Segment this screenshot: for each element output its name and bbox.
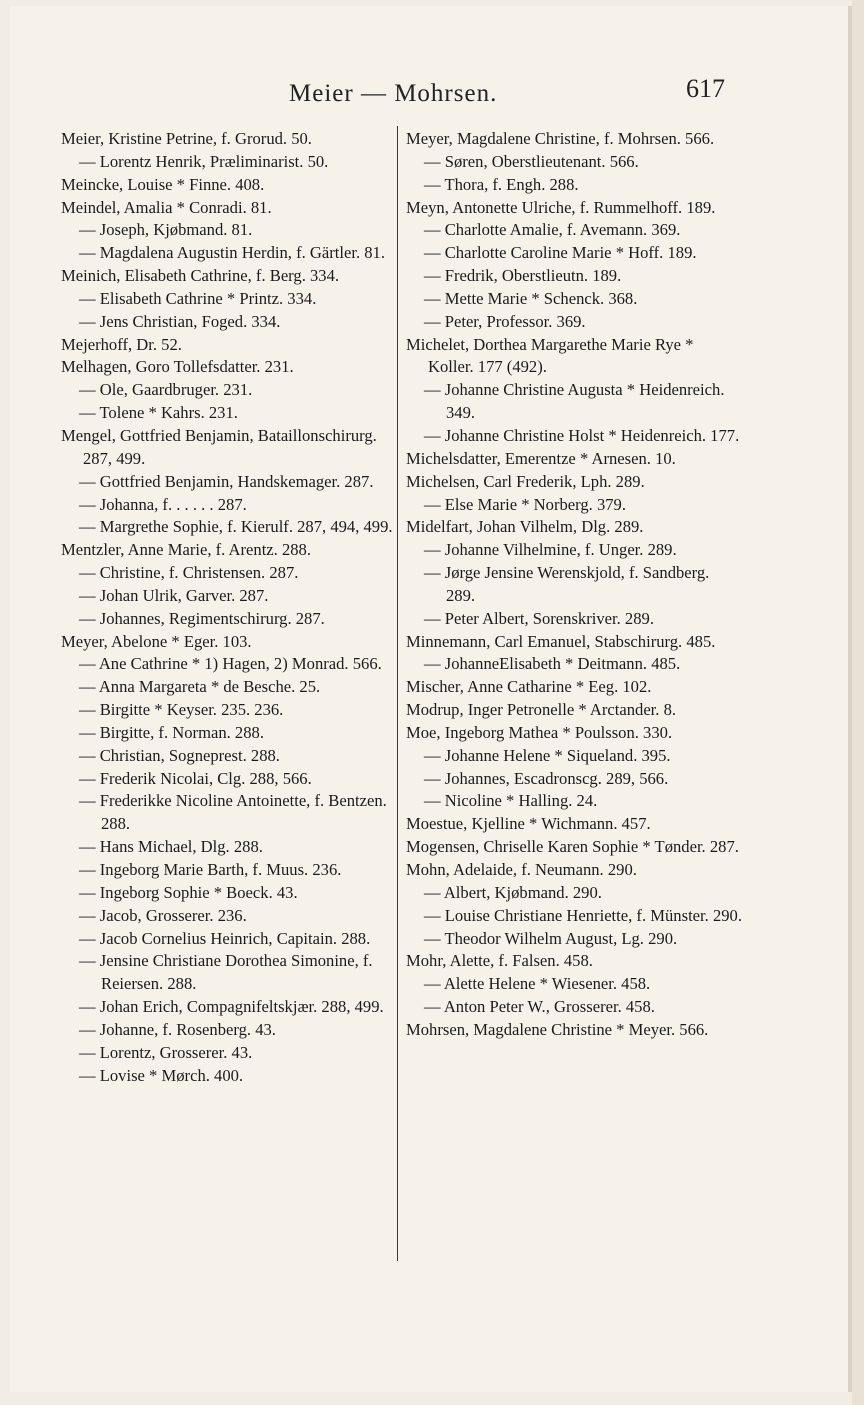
- column-divider: [397, 126, 398, 1261]
- index-subentry: — Jørge Jensine Werenskjold, f. Sandberg. 289.: [424, 563, 710, 605]
- index-subentry: — Anna Margareta * de Besche. 25.: [79, 677, 321, 697]
- index-entry: Meincke, Louise * Finne. 408.: [61, 174, 265, 194]
- index-entry: Moe, Ingeborg Mathea * Poulsson. 330.: [406, 722, 673, 742]
- index-subentry: — Johanne Christine Augusta * Heidenreich. 349.: [424, 380, 725, 423]
- index-entry: Moestue, Kjelline * Wichmann. 457.: [406, 814, 651, 834]
- index-entry: Melhagen, Goro Tollefsdatter. 231.: [61, 357, 294, 377]
- index-entry: Michelsen, Carl Frederik, Lph. 289.: [406, 471, 645, 491]
- index-subentry: — Magdalena Augustin Herdin, f. Gärtler. 81.: [79, 243, 385, 263]
- index-subentry: — Frederik Nicolai, Clg. 288, 566.: [79, 768, 312, 788]
- index-subentry: — Jacob Cornelius Heinrich, Capitain. 288.: [79, 928, 371, 948]
- index-column-left: [61, 128, 397, 1087]
- index-subentry: — Christian, Sogneprest. 288.: [79, 745, 280, 765]
- index-subentry: — Gottfried Benjamin, Handskemager. 287.: [79, 471, 374, 491]
- index-subentry: — Hans Michael, Dlg. 288.: [79, 837, 263, 857]
- index-subentry: — JohanneElisabeth * Deitmann. 485.: [424, 654, 681, 674]
- index-entry: Meyn, Antonette Ulriche, f. Rummelhoff. 189.: [406, 197, 716, 217]
- index-subentry: — Birgitte * Keyser. 235. 236.: [79, 700, 284, 720]
- index-subentry: — Johanna, f. . . . . . 287.: [79, 494, 247, 514]
- index-subentry: — Joseph, Kjøbmand. 81.: [79, 220, 253, 240]
- index-entry: Michelet, Dorthea Margarethe Marie Rye * Koller. 177 (492).: [406, 334, 694, 377]
- index-subentry: — Frederikke Nicoline Antoinette, f. Bentzen. 288.: [79, 791, 387, 834]
- index-subentry: — Ane Cathrine * 1) Hagen, 2) Monrad. 566.: [79, 654, 382, 674]
- index-subentry: — Lovise * Mørch. 400.: [79, 1065, 244, 1085]
- index-subentry: — Theodor Wilhelm August, Lg. 290.: [424, 928, 678, 948]
- index-subentry: — Alette Helene * Wiesener. 458.: [424, 974, 651, 994]
- index-subentry: — Else Marie * Norberg. 379.: [424, 494, 627, 514]
- index-subentry: — Jensine Christiane Dorothea Simonine, f. Reiersen. 288.: [79, 951, 373, 994]
- index-subentry: — Thora, f. Engh. 288.: [424, 174, 579, 194]
- index-subentry: — Anton Peter W., Grosserer. 458.: [424, 997, 655, 1017]
- index-subentry: — Elisabeth Cathrine * Printz. 334.: [79, 288, 317, 308]
- index-entry: Mejerhoff, Dr. 52.: [61, 334, 182, 354]
- index-entry: Meier, Kristine Petrine, f. Grorud. 50.: [61, 129, 312, 148]
- index-entry: Mohrsen, Magdalene Christine * Meyer. 566.: [406, 1019, 709, 1039]
- index-entry: Mohn, Adelaide, f. Neumann. 290.: [406, 860, 637, 879]
- index-subentry: — Christine, f. Christensen. 287.: [79, 563, 299, 583]
- index-subentry: — Johan Ulrik, Garver. 287.: [79, 585, 269, 605]
- index-subentry: — Jens Christian, Foged. 334.: [79, 311, 281, 331]
- index-entry: Michelsdatter, Emerentze * Arnesen. 10.: [406, 448, 676, 468]
- index-subentry: — Lorentz, Grosserer. 43.: [79, 1042, 253, 1062]
- page-header: [0, 70, 864, 120]
- index-subentry: — Johanne Christine Holst * Heidenreich. 177.: [424, 425, 740, 445]
- index-entry: Mischer, Anne Catharine * Eeg. 102.: [406, 677, 652, 697]
- index-subentry: — Jacob, Grosserer. 236.: [79, 905, 247, 925]
- page-edge: [852, 0, 864, 1405]
- index-subentry: — Johan Erich, Compagnifeltskjær. 288, 499.: [79, 997, 384, 1017]
- index-subentry: — Charlotte Amalie, f. Avemann. 369.: [424, 220, 681, 240]
- index-subentry: — Peter Albert, Sorenskriver. 289.: [424, 608, 654, 628]
- index-subentry: — Ingeborg Sophie * Boeck. 43.: [79, 882, 298, 902]
- index-entry: Meyer, Magdalene Christine, f. Mohrsen. 566.: [406, 129, 715, 148]
- index-subentry: — Tolene * Kahrs. 231.: [79, 403, 238, 423]
- index-subentry: — Johannes, Regimentschirurg. 287.: [79, 608, 325, 628]
- running-head: Meier — Mohrsen.: [289, 80, 498, 107]
- page-number: 617: [686, 74, 725, 103]
- index-subentry: — Ole, Gaardbruger. 231.: [79, 380, 253, 400]
- index-subentry: — Lorentz Henrik, Præliminarist. 50.: [79, 151, 329, 171]
- index-entry: Midelfart, Johan Vilhelm, Dlg. 289.: [406, 517, 644, 537]
- index-subentry: — Mette Marie * Schenck. 368.: [424, 288, 638, 308]
- index-subentry: — Nicoline * Halling. 24.: [424, 791, 598, 811]
- index-subentry: — Peter, Professor. 369.: [424, 311, 586, 331]
- index-subentry: — Fredrik, Oberstlieutn. 189.: [424, 266, 622, 286]
- index-subentry: — Johannes, Escadronscg. 289, 566.: [424, 768, 669, 788]
- index-subentry: — Johanne, f. Rosenberg. 43.: [79, 1019, 276, 1039]
- index-entry: Meyer, Abelone * Eger. 103.: [61, 631, 252, 651]
- index-subentry: — Johanne Vilhelmine, f. Unger. 289.: [424, 540, 677, 560]
- index-subentry: — Albert, Kjøbmand. 290.: [424, 882, 602, 902]
- index-subentry: — Louise Christiane Henriette, f. Münster. 290.: [424, 905, 742, 925]
- index-subentry: — Margrethe Sophie, f. Kierulf. 287, 494, 499.: [79, 517, 393, 537]
- index-entry: Mohr, Alette, f. Falsen. 458.: [406, 951, 593, 971]
- index-entry: Meindel, Amalia * Conradi. 81.: [61, 197, 272, 217]
- index-subentry: — Ingeborg Marie Barth, f. Muus. 236.: [79, 860, 342, 879]
- index-entry: Modrup, Inger Petronelle * Arctander. 8.: [406, 700, 677, 720]
- index-entry: Mentzler, Anne Marie, f. Arentz. 288.: [61, 540, 312, 560]
- index-entry: Meinich, Elisabeth Cathrine, f. Berg. 334.: [61, 266, 340, 286]
- index-entry: Mengel, Gottfried Benjamin, Bataillonschirurg. 287, 499.: [61, 425, 377, 468]
- index-subentry: — Søren, Oberstlieutenant. 566.: [424, 151, 639, 171]
- index-entry: Mogensen, Chriselle Karen Sophie * Tønder. 287.: [406, 837, 739, 857]
- index-subentry: — Birgitte, f. Norman. 288.: [79, 722, 264, 742]
- index-subentry: — Charlotte Caroline Marie * Hoff. 189.: [424, 243, 697, 263]
- index-entry: Minnemann, Carl Emanuel, Stabschirurg. 485.: [406, 631, 716, 651]
- index-subentry: — Johanne Helene * Siqueland. 395.: [424, 745, 671, 765]
- index-column-right: [406, 128, 742, 1042]
